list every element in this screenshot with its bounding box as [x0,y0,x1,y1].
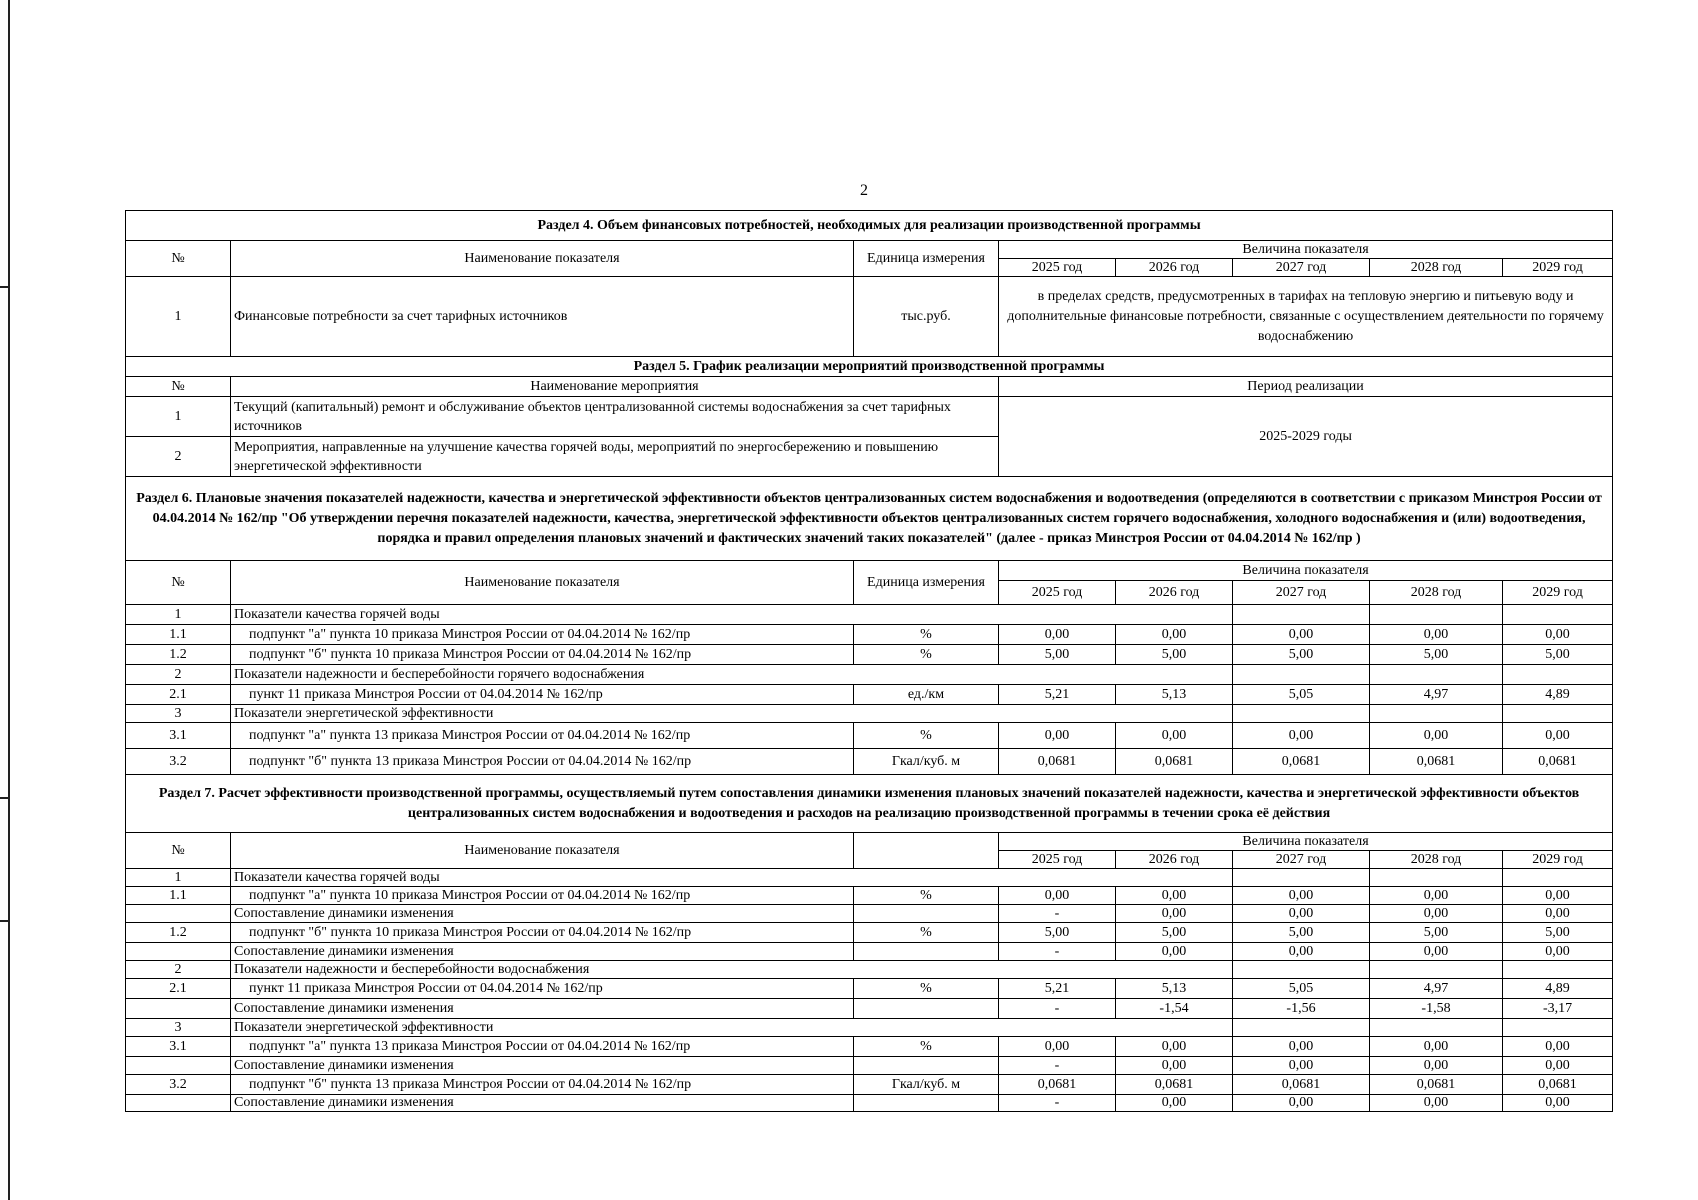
row-number: 1 [126,869,231,887]
row-number: 1 [126,397,231,437]
col-num-header: № [126,241,231,277]
value-cell: - [999,905,1116,923]
value-cell: 0,00 [1503,1095,1613,1112]
row-name: Показатели надежности и бесперебойности водоснабжения [231,961,1233,979]
value-cell: 0,00 [1233,723,1370,749]
value-cell: 0,00 [1116,943,1233,961]
value-cell: 0,00 [1503,905,1613,923]
row-name: подпункт "а" пункта 10 приказа Минстроя России от 04.04.2014 № 162/пр [231,625,854,645]
table-row [126,723,1613,749]
comparison-label: Сопоставление динамики изменения [231,943,854,961]
group-row [126,869,1613,887]
value-cell: 0,00 [1233,625,1370,645]
table-row [126,645,1613,665]
year-header: 2029 год [1503,581,1613,605]
row-unit: Гкал/куб. м [854,1075,999,1095]
row-number: 3 [126,705,231,723]
value-cell: 0,0681 [1370,1075,1503,1095]
value-cell: 5,00 [1503,923,1613,943]
value-cell: 5,00 [999,923,1116,943]
row-name: Показатели качества горячей воды [231,605,1233,625]
row-number: 1.2 [126,645,231,665]
value-cell: 5,05 [1233,685,1370,705]
comparison-row [126,905,1613,923]
row-name: подпункт "б" пункта 10 приказа Минстроя России от 04.04.2014 № 162/пр [231,645,854,665]
row-name: Показатели надежности и бесперебойности горячего водоснабжения [231,665,1233,685]
section-6-title: Раздел 6. Плановые значения показателей надежности, качества и энергетической эффективности объектов централизованных систем водоснабжения и водоотведения (определяются в соответствии с приказом Минстроя России от 04.04.2014 № 162/пр "Об утверждении перечня показателей надежности, качества, энергетической эффективности объектов централизованных систем горячего водоснабжения, холодного водоснабжения и (или) водоотведения, порядка и правил определения плановых значений и фактических значений таких показателей" (далее - приказ Минстроя России от 04.04.2014 № 162/пр ) [126,477,1613,561]
row-unit: % [854,625,999,645]
value-cell: 0,00 [1116,625,1233,645]
col-num-header: № [126,377,231,397]
table-row [126,1075,1613,1095]
row-number: 1 [126,277,231,357]
year-header: 2027 год [1233,851,1370,869]
scan-tick-mark [0,920,8,922]
col-activity-header: Наименование мероприятия [231,377,999,397]
section-6-title-row [126,477,1613,561]
value-cell: 0,0681 [1116,1075,1233,1095]
row-name: подпункт "б" пункта 10 приказа Минстроя России от 04.04.2014 № 162/пр [231,923,854,943]
comparison-row [126,1095,1613,1112]
page-number: 2 [860,182,868,199]
table-row [126,277,1613,357]
col-name-header: Наименование показателя [231,561,854,605]
table-row [126,887,1613,905]
value-cell: 0,0681 [999,749,1116,775]
col-num-header: № [126,833,231,869]
row-number: 1.1 [126,887,231,905]
value-cell: 4,89 [1503,979,1613,999]
value-cell: 5,00 [1233,923,1370,943]
value-cell: -1,54 [1116,999,1233,1019]
value-cell: 0,00 [1370,887,1503,905]
value-cell: 0,00 [999,625,1116,645]
value-cell: - [999,1057,1116,1075]
row-number: 2.1 [126,979,231,999]
value-cell: 0,0681 [999,1075,1116,1095]
col-name-header: Наименование показателя [231,241,854,277]
row-unit: тыс.руб. [854,277,999,357]
value-cell: 5,00 [1233,645,1370,665]
value-cell: 0,00 [1503,943,1613,961]
row-number: 1 [126,605,231,625]
value-cell: - [999,1095,1116,1112]
value-cell: 0,00 [1370,1095,1503,1112]
row-value-text: в пределах средств, предусмотренных в тарифах на тепловую энергию и питьевую воду и дополнительные финансовые потребности, связанные с осуществлением деятельности по горячему водоснабжению [999,277,1613,357]
header-row [126,561,1613,581]
col-value-header: Величина показателя [999,241,1613,259]
comparison-row [126,943,1613,961]
value-cell: 0,00 [1370,905,1503,923]
row-unit: % [854,979,999,999]
value-cell: -1,58 [1370,999,1503,1019]
value-cell: - [999,943,1116,961]
value-cell: 0,00 [1503,1057,1613,1075]
row-name: Показатели качества горячей воды [231,869,1233,887]
table-row [126,749,1613,775]
value-cell: 0,0681 [1503,1075,1613,1095]
group-row [126,961,1613,979]
row-number: 2 [126,961,231,979]
value-cell: 0,00 [1503,723,1613,749]
row-name: подпункт "а" пункта 13 приказа Минстроя России от 04.04.2014 № 162/пр [231,723,854,749]
header-row [126,377,1613,397]
row-name: подпункт "а" пункта 10 приказа Минстроя России от 04.04.2014 № 162/пр [231,887,854,905]
row-number: 2 [126,437,231,477]
row-number: 2 [126,665,231,685]
value-cell: 0,00 [999,723,1116,749]
value-cell: 0,00 [1116,887,1233,905]
col-unit-header: Единица измерения [854,561,999,605]
row-number: 3.2 [126,1075,231,1095]
col-unit-header: Единица измерения [854,241,999,277]
row-unit: % [854,923,999,943]
row-number: 3.2 [126,749,231,775]
row-number: 1.1 [126,625,231,645]
value-cell: 0,00 [1233,905,1370,923]
comparison-row [126,1057,1613,1075]
value-cell: 0,00 [1503,887,1613,905]
col-unit-header-empty [854,833,999,869]
value-cell: 4,89 [1503,685,1613,705]
value-cell: 5,00 [1116,645,1233,665]
header-row [126,833,1613,851]
value-cell: 0,00 [1116,905,1233,923]
year-header: 2027 год [1233,259,1370,277]
row-name: Мероприятия, направленные на улучшение качества горячей воды, мероприятий по энергосбережению и повышению энергетической эффективности [231,437,999,477]
col-value-header: Величина показателя [999,833,1613,851]
row-number: 1.2 [126,923,231,943]
year-header: 2028 год [1370,851,1503,869]
group-row [126,1019,1613,1037]
year-header: 2025 год [999,581,1116,605]
value-cell: 0,00 [1370,1037,1503,1057]
value-cell: 0,00 [1503,625,1613,645]
table-row [126,685,1613,705]
value-cell: 0,00 [1116,1095,1233,1112]
comparison-label: Сопоставление динамики изменения [231,905,854,923]
value-cell: 4,97 [1370,685,1503,705]
row-name: Текущий (капитальный) ремонт и обслуживание объектов централизованной системы водоснабжения за счет тарифных источников [231,397,999,437]
row-unit: ед./км [854,685,999,705]
year-header: 2028 год [1370,259,1503,277]
row-unit: % [854,887,999,905]
value-cell: 0,00 [1233,943,1370,961]
value-cell: 5,00 [1370,645,1503,665]
section-7-title-row [126,775,1613,833]
value-cell: 5,21 [999,685,1116,705]
table-row [126,397,1613,437]
row-unit: Гкал/куб. м [854,749,999,775]
year-header: 2025 год [999,851,1116,869]
year-header: 2027 год [1233,581,1370,605]
section-5-title-row [126,357,1613,377]
row-name: подпункт "а" пункта 13 приказа Минстроя России от 04.04.2014 № 162/пр [231,1037,854,1057]
table-row [126,923,1613,943]
year-header: 2026 год [1116,581,1233,605]
value-cell: 5,00 [1503,645,1613,665]
row-name: пункт 11 приказа Минстроя России от 04.04.2014 № 162/пр [231,979,854,999]
year-header: 2026 год [1116,851,1233,869]
row-unit: % [854,645,999,665]
value-cell: 5,00 [1370,923,1503,943]
col-name-header: Наименование показателя [231,833,854,869]
year-header: 2028 год [1370,581,1503,605]
value-cell: 0,00 [1116,1037,1233,1057]
value-cell: 5,13 [1116,685,1233,705]
value-cell: 5,05 [1233,979,1370,999]
value-cell: 0,00 [999,1037,1116,1057]
value-cell: 0,00 [1233,1057,1370,1075]
section-7-title: Раздел 7. Расчет эффективности производственной программы, осуществляемый путем сопоставления динамики изменения плановых значений показателей надежности, качества и энергетической эффективности объектов централизованных систем водоснабжения и водоотведения и расходов на реализацию производственной программы в течении срока её действия [126,775,1613,833]
value-cell: 0,0681 [1233,1075,1370,1095]
comparison-label: Сопоставление динамики изменения [231,1095,854,1112]
value-cell: 0,00 [1233,1095,1370,1112]
value-cell: 5,00 [999,645,1116,665]
year-header: 2025 год [999,259,1116,277]
value-cell: 0,00 [999,887,1116,905]
table-row [126,1037,1613,1057]
table-row [126,625,1613,645]
row-number: 3.1 [126,723,231,749]
value-cell: 0,0681 [1233,749,1370,775]
row-name: Показатели энергетической эффективности [231,705,1233,723]
value-cell: 5,21 [999,979,1116,999]
row-name: подпункт "б" пункта 13 приказа Минстроя России от 04.04.2014 № 162/пр [231,1075,854,1095]
production-program-table [125,210,1613,1112]
row-name: Показатели энергетической эффективности [231,1019,1233,1037]
section-5-title: Раздел 5. График реализации мероприятий производственной программы [126,357,1613,377]
value-cell: 0,00 [1370,943,1503,961]
value-cell: 0,00 [1116,1057,1233,1075]
table-row [126,979,1613,999]
group-row [126,665,1613,685]
row-number: 3 [126,1019,231,1037]
value-cell: - [999,999,1116,1019]
row-name: пункт 11 приказа Минстроя России от 04.04.2014 № 162/пр [231,685,854,705]
scan-border-line [8,0,10,1200]
row-name: подпункт "б" пункта 13 приказа Минстроя России от 04.04.2014 № 162/пр [231,749,854,775]
group-row [126,605,1613,625]
group-row [126,705,1613,723]
value-cell: 0,00 [1503,1037,1613,1057]
section-4-title-row [126,211,1613,241]
value-cell: 0,00 [1370,723,1503,749]
value-cell: 0,00 [1370,1057,1503,1075]
value-cell: 0,00 [1116,723,1233,749]
value-cell: 4,97 [1370,979,1503,999]
header-row [126,241,1613,259]
value-cell: 0,0681 [1370,749,1503,775]
row-name: Финансовые потребности за счет тарифных источников [231,277,854,357]
value-cell: 0,00 [1370,625,1503,645]
value-cell: -3,17 [1503,999,1613,1019]
row-number: 3.1 [126,1037,231,1057]
comparison-label: Сопоставление динамики изменения [231,999,854,1019]
row-period: 2025-2029 годы [999,397,1613,477]
col-period-header: Период реализации [999,377,1613,397]
year-header: 2029 год [1503,259,1613,277]
row-unit: % [854,723,999,749]
value-cell: -1,56 [1233,999,1370,1019]
value-cell: 0,00 [1233,887,1370,905]
scan-tick-mark [0,286,8,288]
year-header: 2029 год [1503,851,1613,869]
year-header: 2026 год [1116,259,1233,277]
row-number: 2.1 [126,685,231,705]
col-value-header: Величина показателя [999,561,1613,581]
scan-tick-mark [0,797,8,799]
col-num-header: № [126,561,231,605]
comparison-label: Сопоставление динамики изменения [231,1057,854,1075]
comparison-row [126,999,1613,1019]
value-cell: 5,13 [1116,979,1233,999]
value-cell: 0,0681 [1503,749,1613,775]
row-unit: % [854,1037,999,1057]
section-4-title: Раздел 4. Объем финансовых потребностей, необходимых для реализации производственной программы [126,211,1613,241]
value-cell: 0,00 [1233,1037,1370,1057]
value-cell: 0,0681 [1116,749,1233,775]
value-cell: 5,00 [1116,923,1233,943]
